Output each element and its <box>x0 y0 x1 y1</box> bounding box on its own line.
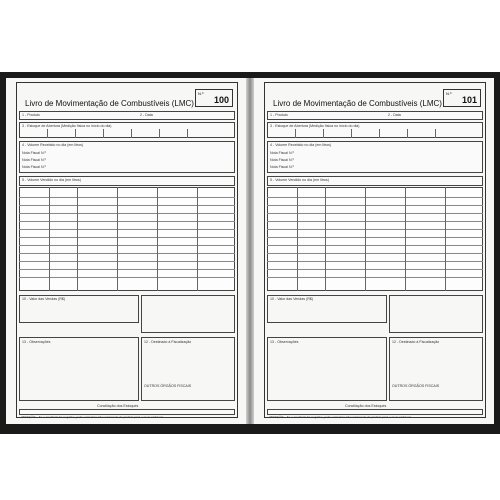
page-number: 101 <box>461 95 477 105</box>
conciliacao-label: Conciliação dos Estoques <box>345 404 387 408</box>
volume-vendido-label: 5 - Volume Vendido no dia (em litros) <box>270 178 329 182</box>
orgaos-label: OUTROS ÓRGÃOS FISCAIS <box>392 384 440 388</box>
nota-fiscal-1: Nota Fiscal N.º <box>22 151 46 155</box>
estoque-abertura-row <box>19 122 235 138</box>
volume-recebido-row <box>267 141 483 173</box>
volume-vendido-label: 5 - Volume Vendido no dia (em litros) <box>22 178 81 182</box>
conciliacao-label: Conciliação dos Estoques <box>97 404 139 408</box>
page-number-box <box>195 89 233 107</box>
tanques-table <box>267 187 483 291</box>
estoque-abertura-label: 3 - Estoque de Abertura (Medição física no início do dia) <box>22 124 112 128</box>
book-spine <box>246 78 254 424</box>
nota-fiscal-2: Nota Fiscal N.º <box>270 158 294 162</box>
data-label: 2 - Data <box>140 113 153 117</box>
lmc-form-left <box>16 82 238 418</box>
fiscalizacao-box <box>141 337 235 401</box>
valor-vendas-label: 10 - Valor das Vendas (R$) <box>22 297 66 301</box>
nota-fiscal-2: Nota Fiscal N.º <box>22 158 46 162</box>
estoque-escritural-box <box>141 295 235 333</box>
nota-fiscal-3: Nota Fiscal N.º <box>270 165 294 169</box>
tanques-table <box>19 187 235 291</box>
left-page <box>6 78 246 424</box>
valor-vendas-label: 10 - Valor das Vendas (R$) <box>270 297 314 301</box>
page-title: Livro de Movimentação de Combustíveis (LMC) <box>25 99 194 108</box>
number-label: N.º <box>198 91 204 96</box>
atencao-note: ATENÇÃO: - Se o resultado for negativo, pode estar havendo vazamento de produto para o meio ambiente <box>269 415 412 419</box>
estoque-abertura-row <box>267 122 483 138</box>
valor-vendas-box <box>19 295 139 323</box>
fiscalizacao-box <box>389 337 483 401</box>
estoque-escritural-box <box>389 295 483 333</box>
volume-recebido-row <box>19 141 235 173</box>
produto-label: 1 - Produto <box>270 113 288 117</box>
destinado-label: 12 - Destinado à Fiscalização <box>392 340 440 344</box>
nota-fiscal-1: Nota Fiscal N.º <box>270 151 294 155</box>
volume-vendido-row <box>267 176 483 186</box>
nota-fiscal-3: Nota Fiscal N.º <box>22 165 46 169</box>
right-page <box>254 78 494 424</box>
produto-row <box>267 111 483 120</box>
volume-vendido-row <box>19 176 235 186</box>
estoque-abertura-label: 3 - Estoque de Abertura (Medição física no início do dia) <box>270 124 360 128</box>
atencao-note: ATENÇÃO: - Se o resultado for negativo, pode estar havendo vazamento de produto para o meio ambiente <box>21 415 164 419</box>
observacoes-box <box>19 337 139 401</box>
observacoes-label: 13 - Observações <box>22 340 51 344</box>
observacoes-label: 13 - Observações <box>270 340 299 344</box>
data-label: 2 - Data <box>388 113 401 117</box>
produto-label: 1 - Produto <box>22 113 40 117</box>
volume-recebido-label: 4 - Volume Recebido no dia (em litros) <box>270 143 332 147</box>
destinado-label: 12 - Destinado à Fiscalização <box>144 340 192 344</box>
page-number-box <box>443 89 481 107</box>
volume-recebido-label: 4 - Volume Recebido no dia (em litros) <box>22 143 84 147</box>
produto-row <box>19 111 235 120</box>
valor-vendas-box <box>267 295 387 323</box>
number-label: N.º <box>446 91 452 96</box>
page-number: 100 <box>213 95 229 105</box>
lmc-form-right <box>264 82 486 418</box>
observacoes-box <box>267 337 387 401</box>
page-title: Livro de Movimentação de Combustíveis (LMC) <box>273 99 442 108</box>
orgaos-label: OUTROS ÓRGÃOS FISCAIS <box>144 384 192 388</box>
